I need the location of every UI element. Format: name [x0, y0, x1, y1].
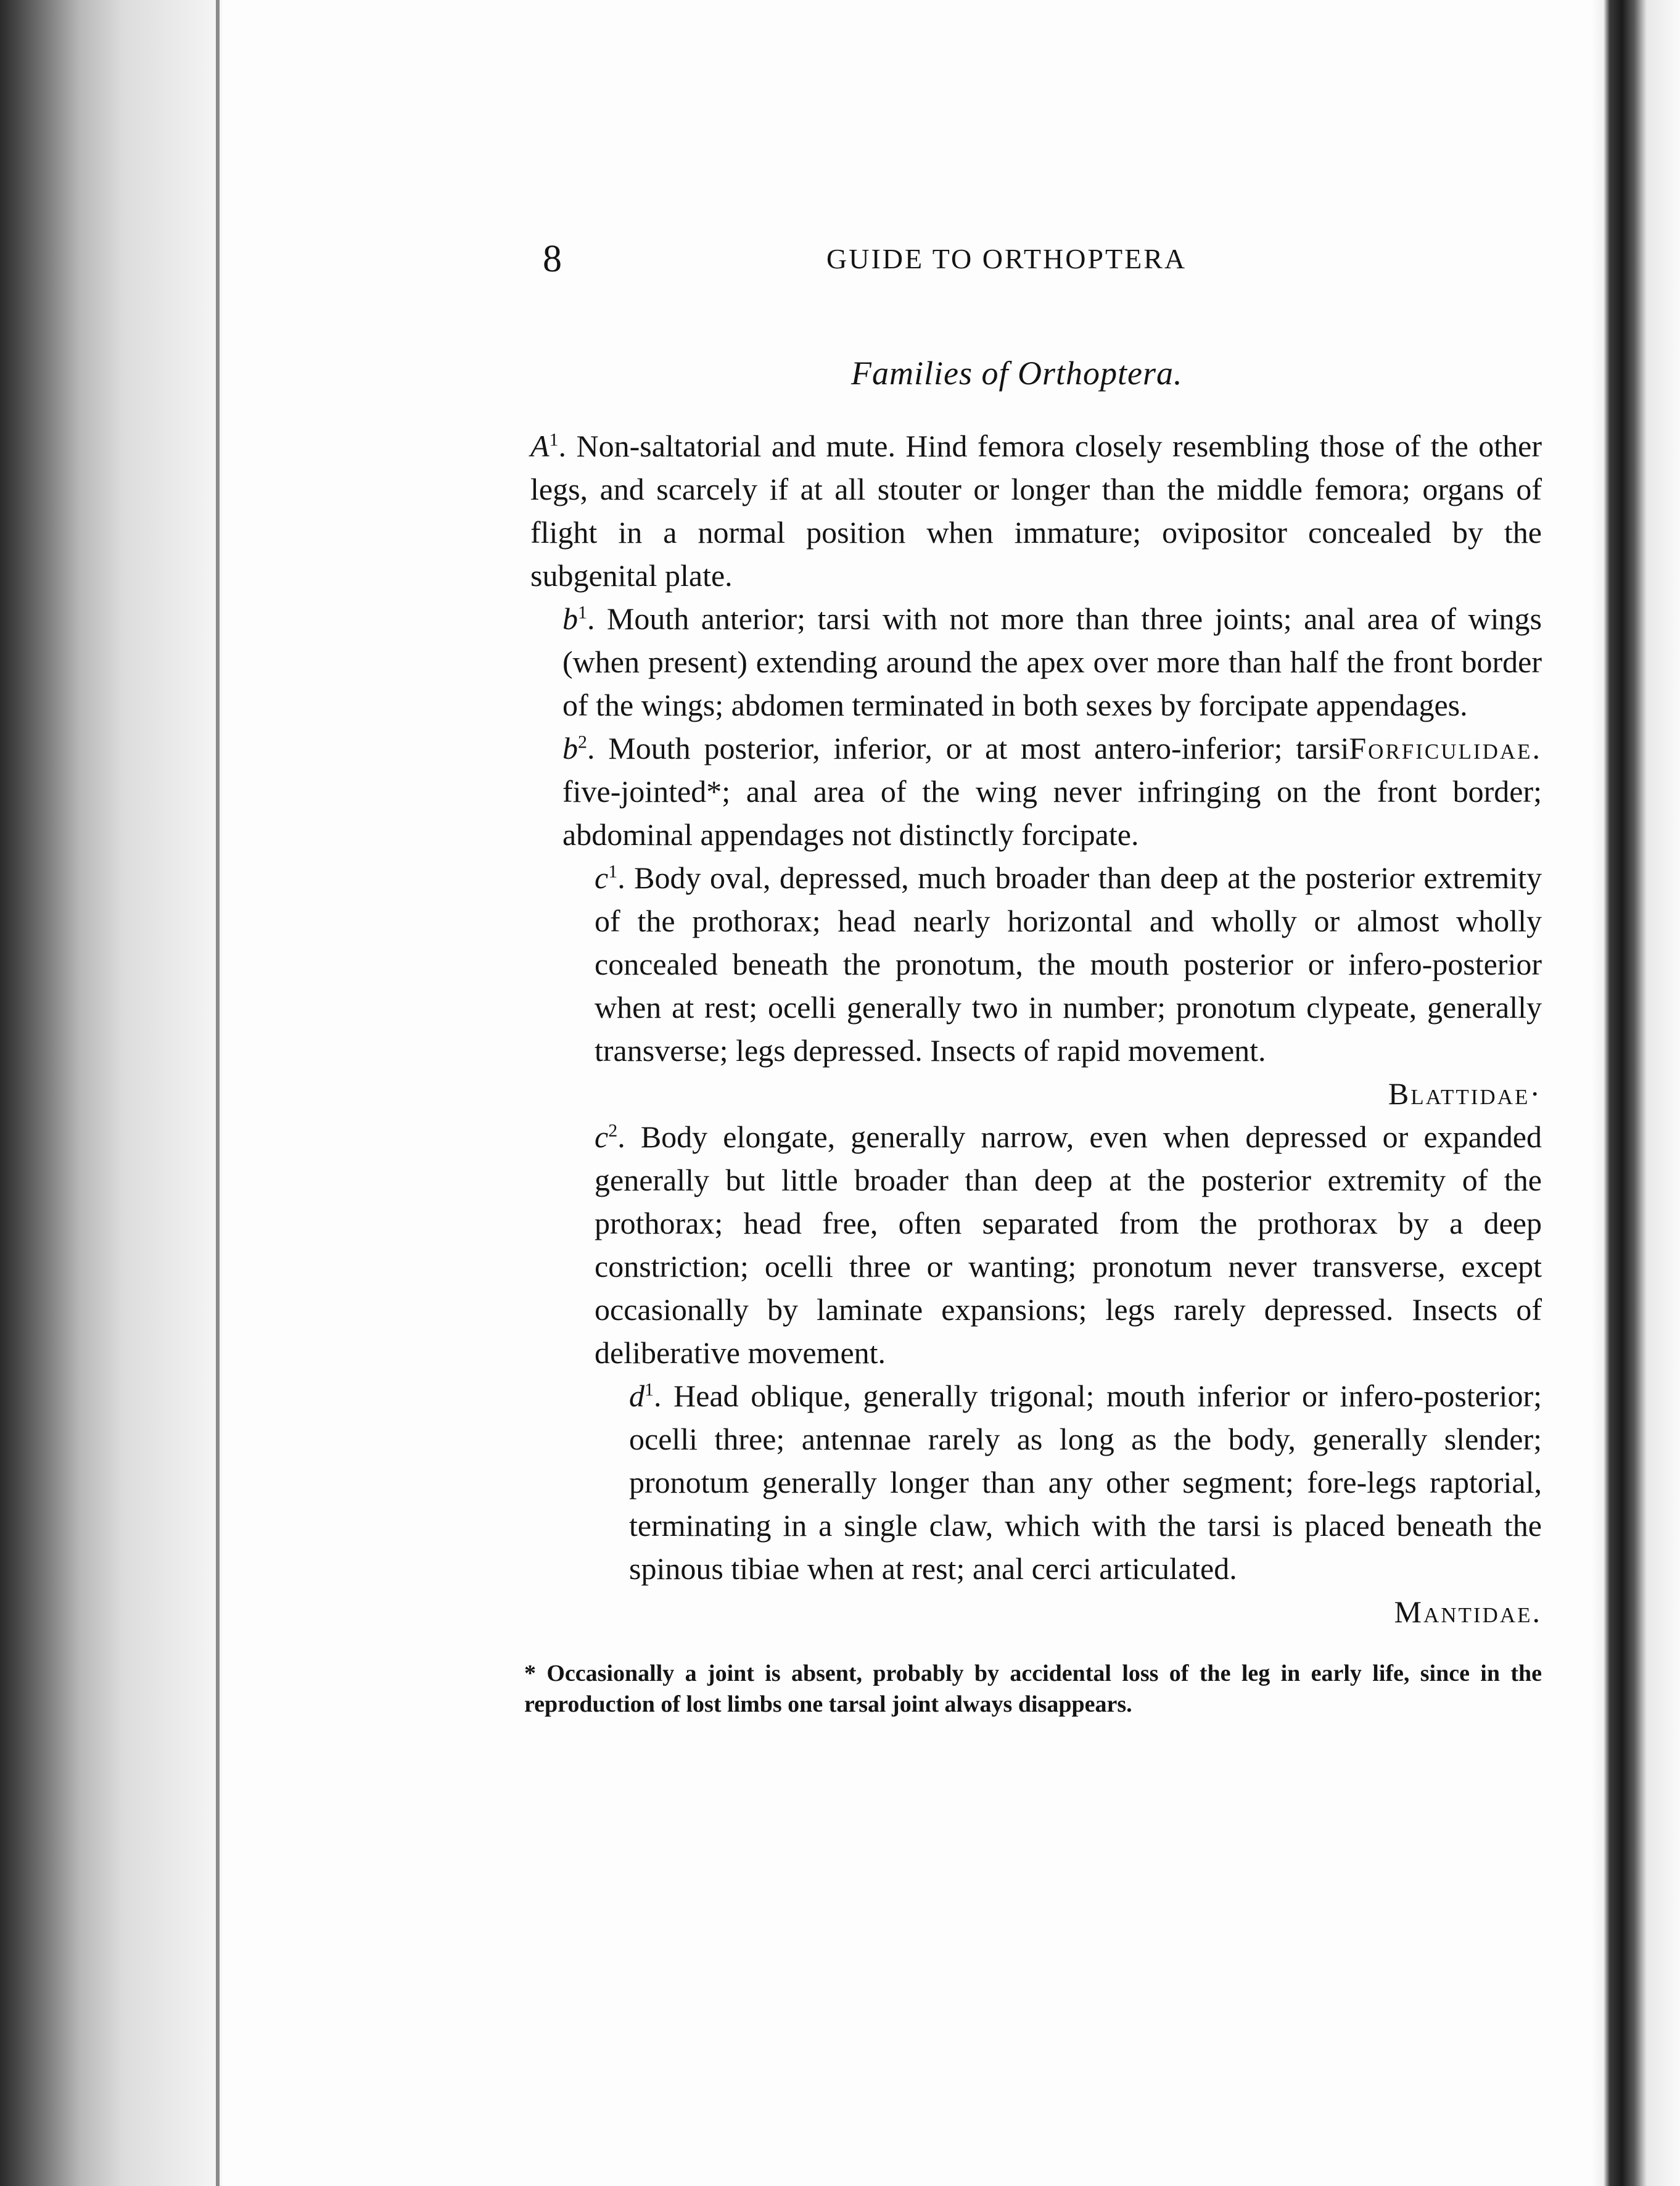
entry-text: ; anal area of the wing never infringing on the front border; abdominal appendages not distinctly forcipate.: [562, 774, 1542, 852]
running-head: [530, 234, 1542, 284]
key-entry-c2: [530, 1115, 1542, 1374]
key-letter: b: [562, 731, 578, 765]
binding-edge-line: [216, 0, 220, 2186]
entry-text: . Body oval, depressed, much broader than deep at the posterior extremity of the prothorax; head nearly horizontal and wholly or almost wholly concealed beneath the pronotum, the mouth posterior or infero-posterior when at rest; ocelli generally two in number; pronotum clypeate, generally transverse; legs depressed. Insects of rapid movement.: [595, 860, 1542, 1068]
entry-text: . Mouth anterior; tarsi with not more than three joints; anal area of wings (when present) extending around the apex over more than half the front border of the wings; abdomen terminated in both sexes by forcipate appendages.: [562, 601, 1542, 722]
family-name-blattidae: Blattidae·: [1388, 1076, 1542, 1111]
family-name-forficulidae: Forficulidae.: [1349, 731, 1542, 765]
section-title: Families of Orthoptera.: [851, 355, 1183, 392]
entry-text: . Head oblique, generally trigonal; mouth inferior or infero-posterior; ocelli three; antennae rarely as long as the body, generally slender; pronotum generally longer than any other segment; fore-legs raptorial, terminating in a single claw, which with the tarsi is placed beneath the spinous tibiae when at rest; anal cerci articulated.: [629, 1379, 1542, 1586]
key-superscript: 1: [608, 861, 618, 882]
family-name-mantidae: Mantidae.: [1394, 1594, 1542, 1629]
key-superscript: 2: [608, 1120, 618, 1141]
binding-edge-left: [0, 0, 222, 2186]
key-superscript: 1: [578, 602, 587, 623]
key-letter: A: [530, 429, 550, 463]
running-title: GUIDE TO ORTHOPTERA: [826, 243, 1187, 274]
footnote: * Occasionally a joint is absent, probably by accidental loss of the leg in early life, since in the reproduction of lost limbs one tarsal joint always disappears.: [524, 1660, 1542, 1717]
page-number: 8: [543, 238, 562, 280]
entry-text: . Non-saltatorial and mute. Hind femora closely resembling those of the other legs, and scarcely if at all stouter or longer than the middle femora; organs of flight in a normal position when immature; ovipositor concealed by the subgenital plate.: [530, 429, 1542, 593]
key-superscript: 2: [578, 732, 587, 753]
entry-text: . Mouth posterior, inferior, or at most antero-inferior; tarsi five-jointed: [562, 731, 1349, 809]
key-entry-c1: [530, 856, 1542, 1115]
key-letter: c: [595, 1120, 609, 1154]
key-letter: d: [629, 1379, 644, 1413]
key-superscript: 1: [644, 1379, 654, 1400]
entry-text: . Body elongate, generally narrow, even when depressed or expanded generally but little broader than deep at the posterior extremity of the prothorax; head free, often separated from the prothorax by a deep constriction; ocelli three or wanting; pronotum never transverse, except occasionally by laminate expansions; legs rarely depressed. Insects of deliberative movement.: [595, 1120, 1542, 1370]
page-edge-right: [1591, 0, 1680, 2186]
key-entry-d1: [530, 1374, 1542, 1633]
key-superscript: 1: [549, 429, 559, 450]
key-entry-a1: [530, 424, 1542, 597]
key-entry-b1: [530, 597, 1542, 765]
footnote-marker: *: [706, 774, 722, 809]
page-content: [524, 234, 1542, 1743]
key-letter: b: [562, 601, 578, 636]
key-letter: c: [595, 860, 609, 895]
